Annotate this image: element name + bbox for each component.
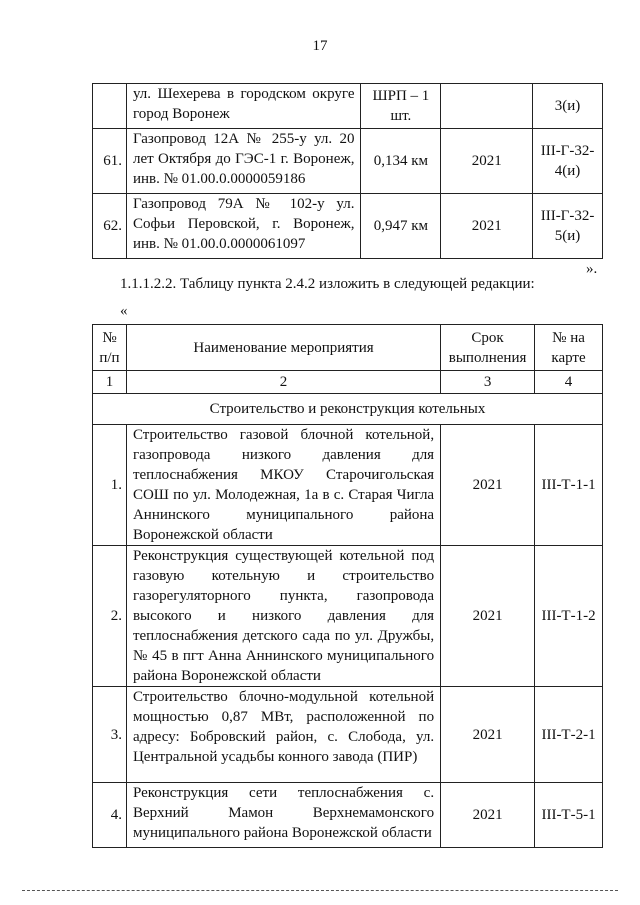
row-volume: 0,947 км bbox=[361, 194, 441, 259]
row-map-number: III-Г-32-4(и) bbox=[533, 129, 603, 194]
section-row bbox=[93, 394, 603, 425]
row-volume: 0,134 км bbox=[361, 129, 441, 194]
table-row bbox=[93, 425, 603, 546]
row-year: 2021 bbox=[441, 194, 533, 259]
header-deadline: Срок выполнения bbox=[441, 325, 535, 371]
header-number: № п/п bbox=[93, 325, 127, 371]
closing-quote: ». bbox=[586, 261, 598, 277]
row-name: Строительство блочно-модульной котельной мощностью 0,87 МВт, расположенной по адресу: Бобровский район, с. Слобода, ул. Центральной усадьбы конного завода (ПИР) bbox=[126, 687, 440, 783]
row-year bbox=[441, 84, 533, 129]
table-row bbox=[93, 546, 603, 687]
row-number: 3. bbox=[93, 687, 127, 783]
opening-quote: « bbox=[120, 303, 128, 319]
row-volume: ШРП – 1 шт. bbox=[361, 84, 441, 129]
column-number: 2 bbox=[126, 371, 440, 394]
table-row bbox=[93, 783, 603, 848]
row-map-number: 3(и) bbox=[533, 84, 603, 129]
row-number: 4. bbox=[93, 783, 127, 848]
row-year: 2021 bbox=[441, 546, 535, 687]
row-year: 2021 bbox=[441, 783, 535, 848]
row-map-number: III-Г-32-5(и) bbox=[533, 194, 603, 259]
row-map-number: III-Т-2-1 bbox=[535, 687, 603, 783]
table-row bbox=[93, 84, 603, 129]
row-number: 61. bbox=[93, 129, 127, 194]
column-numbers-row bbox=[93, 371, 603, 394]
row-number: 62. bbox=[93, 194, 127, 259]
row-name: Реконструкция сети теплоснабжения с. Верхний Мамон Верхнемамонского муниципального района Воронежской области bbox=[126, 783, 440, 848]
activities-table bbox=[92, 324, 603, 848]
row-name: Реконструкция существующей котельной под газовую котельную и строительство газорегуляторного пункта, газопровода высокого и низкого давления для теплоснабжения детского сада по ул. Дружбы, № 45 в пгт Анна Аннинского муниципального района Воронежской области bbox=[126, 546, 440, 687]
row-year: 2021 bbox=[441, 129, 533, 194]
instruction-paragraph: 1.1.1.2.2. Таблицу пункта 2.4.2 изложить в следующей редакции: bbox=[120, 276, 535, 292]
row-map-number: III-Т-1-2 bbox=[535, 546, 603, 687]
column-number: 1 bbox=[93, 371, 127, 394]
row-year: 2021 bbox=[441, 687, 535, 783]
table-header-row bbox=[93, 325, 603, 371]
page-number: 17 bbox=[312, 38, 328, 54]
table-row bbox=[93, 687, 603, 783]
header-map-number: № на карте bbox=[535, 325, 603, 371]
row-name: Газопровод 12А № 255-у ул. 20 лет Октября до ГЭС-1 г. Воронеж, инв. № 01.00.0.0000059186 bbox=[126, 129, 361, 194]
row-number: 1. bbox=[93, 425, 127, 546]
table-row bbox=[93, 129, 603, 194]
row-number bbox=[93, 84, 127, 129]
header-name: Наименование мероприятия bbox=[126, 325, 440, 371]
column-number: 3 bbox=[441, 371, 535, 394]
table-row bbox=[93, 194, 603, 259]
column-number: 4 bbox=[535, 371, 603, 394]
section-title: Строительство и реконструкция котельных bbox=[93, 394, 603, 425]
row-map-number: III-Т-1-1 bbox=[535, 425, 603, 546]
previous-table-continuation bbox=[92, 83, 603, 259]
row-name: Газопровод 79А № 102-у ул. Софьи Перовской, г. Воронеж, инв. № 01.00.0.0000061097 bbox=[126, 194, 361, 259]
row-year: 2021 bbox=[441, 425, 535, 546]
row-map-number: III-Т-5-1 bbox=[535, 783, 603, 848]
row-number: 2. bbox=[93, 546, 127, 687]
page-bottom-rule bbox=[22, 890, 618, 891]
row-name: Строительство газовой блочной котельной, газопровода низкого давления для теплоснабжения МКОУ Старочигольская СОШ по ул. Молодежная, 1а в с. Старая Чигла Аннинского муниципального района Воронежской области bbox=[126, 425, 440, 546]
row-name: ул. Шехерева в городском округе город Воронеж bbox=[126, 84, 361, 129]
